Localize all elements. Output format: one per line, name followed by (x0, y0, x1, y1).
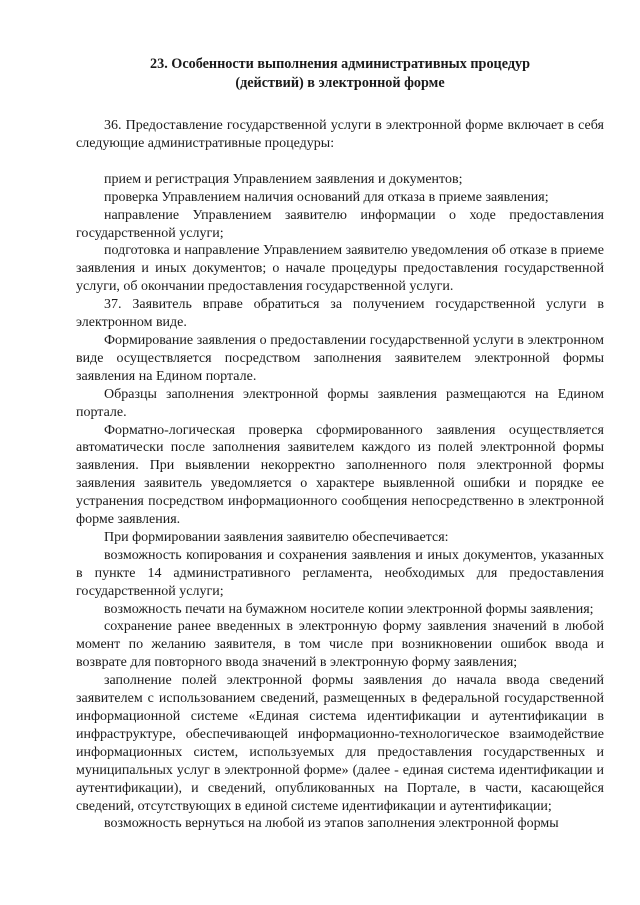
paragraph: Образцы заполнения электронной формы заявления размещаются на Едином портале. (76, 386, 604, 420)
section-heading-line-2: (действий) в электронной форме (235, 75, 445, 91)
paragraph-list-item: сохранение ранее введенных в электронную форму заявления значений в любой момент по желанию заявителя, в том числе при возникновении ошибок ввода и возврате для повторного ввода значений в электронную форму заявления; (76, 619, 604, 671)
paragraph: При формировании заявления заявителю обеспечивается: (104, 529, 449, 545)
paragraph: Форматно-логическая проверка сформированного заявления осуществляется автоматически после заполнения заявителем каждого из полей электронной формы заявления. При выявлении некорректно заполненного поля электронной формы заявления заявитель уведомляется о характере выявленной ошибки и порядке ее устранения посредством информационного сообщения непосредственно в электронной форме заявления. (76, 422, 604, 528)
paragraph-list-item: возможность вернуться на любой из этапов заполнения электронной формы (104, 816, 559, 832)
section-heading (76, 55, 604, 93)
paragraph-list-item: возможность печати на бумажном носителе копии электронной формы заявления; (104, 601, 594, 617)
paragraph-list-item: проверка Управлением наличия оснований для отказа в приеме заявления; (104, 189, 549, 205)
paragraph: Формирование заявления о предоставлении государственной услуги в электронном виде осуществляется посредством заполнения заявителем электронной формы заявления на Едином портале. (76, 332, 604, 384)
paragraph-list-item: направление Управлением заявителю информации о ходе предоставления государственной услуги; (76, 207, 604, 241)
section-heading-line-1: 23. Особенности выполнения административных процедур (150, 56, 530, 72)
paragraph-list-item: заполнение полей электронной формы заявления до начала ввода сведений заявителем с использованием сведений, размещенных в федеральной государственной информационной системе «Единая система идентификации и аутентификации в инфраструктуре, обеспечивающей информационно-технологическое взаимодействие информационных систем, используемых для предоставления государственных и муниципальных услуг в электронной форме» (далее - единая система идентификации и аутентификации), и сведений, опубликованных на Портале, в части, касающейся сведений, отсутствующих в единой системе идентификации и аутентификации; (76, 673, 604, 814)
paragraph-list-item: возможность копирования и сохранения заявления и иных документов, указанных в пункте 14 административного регламента, необходимых для предоставления государственной услуги; (76, 547, 604, 599)
document-body (76, 117, 604, 833)
paragraph-36: 36. Предоставление государственной услуги в электронной форме включает в себя следующие административные процедуры: (76, 118, 604, 151)
paragraph-list-item: прием и регистрация Управлением заявления и документов; (104, 171, 463, 187)
paragraph-37: 37. Заявитель вправе обратиться за получением государственной услуги в электронном виде. (76, 297, 604, 331)
paragraph-list-item: подготовка и направление Управлением заявителю уведомления об отказе в приеме заявления и иных документов; о начале процедуры предоставления государственной услуги, об окончании предоставления государственной услуги. (76, 243, 604, 295)
